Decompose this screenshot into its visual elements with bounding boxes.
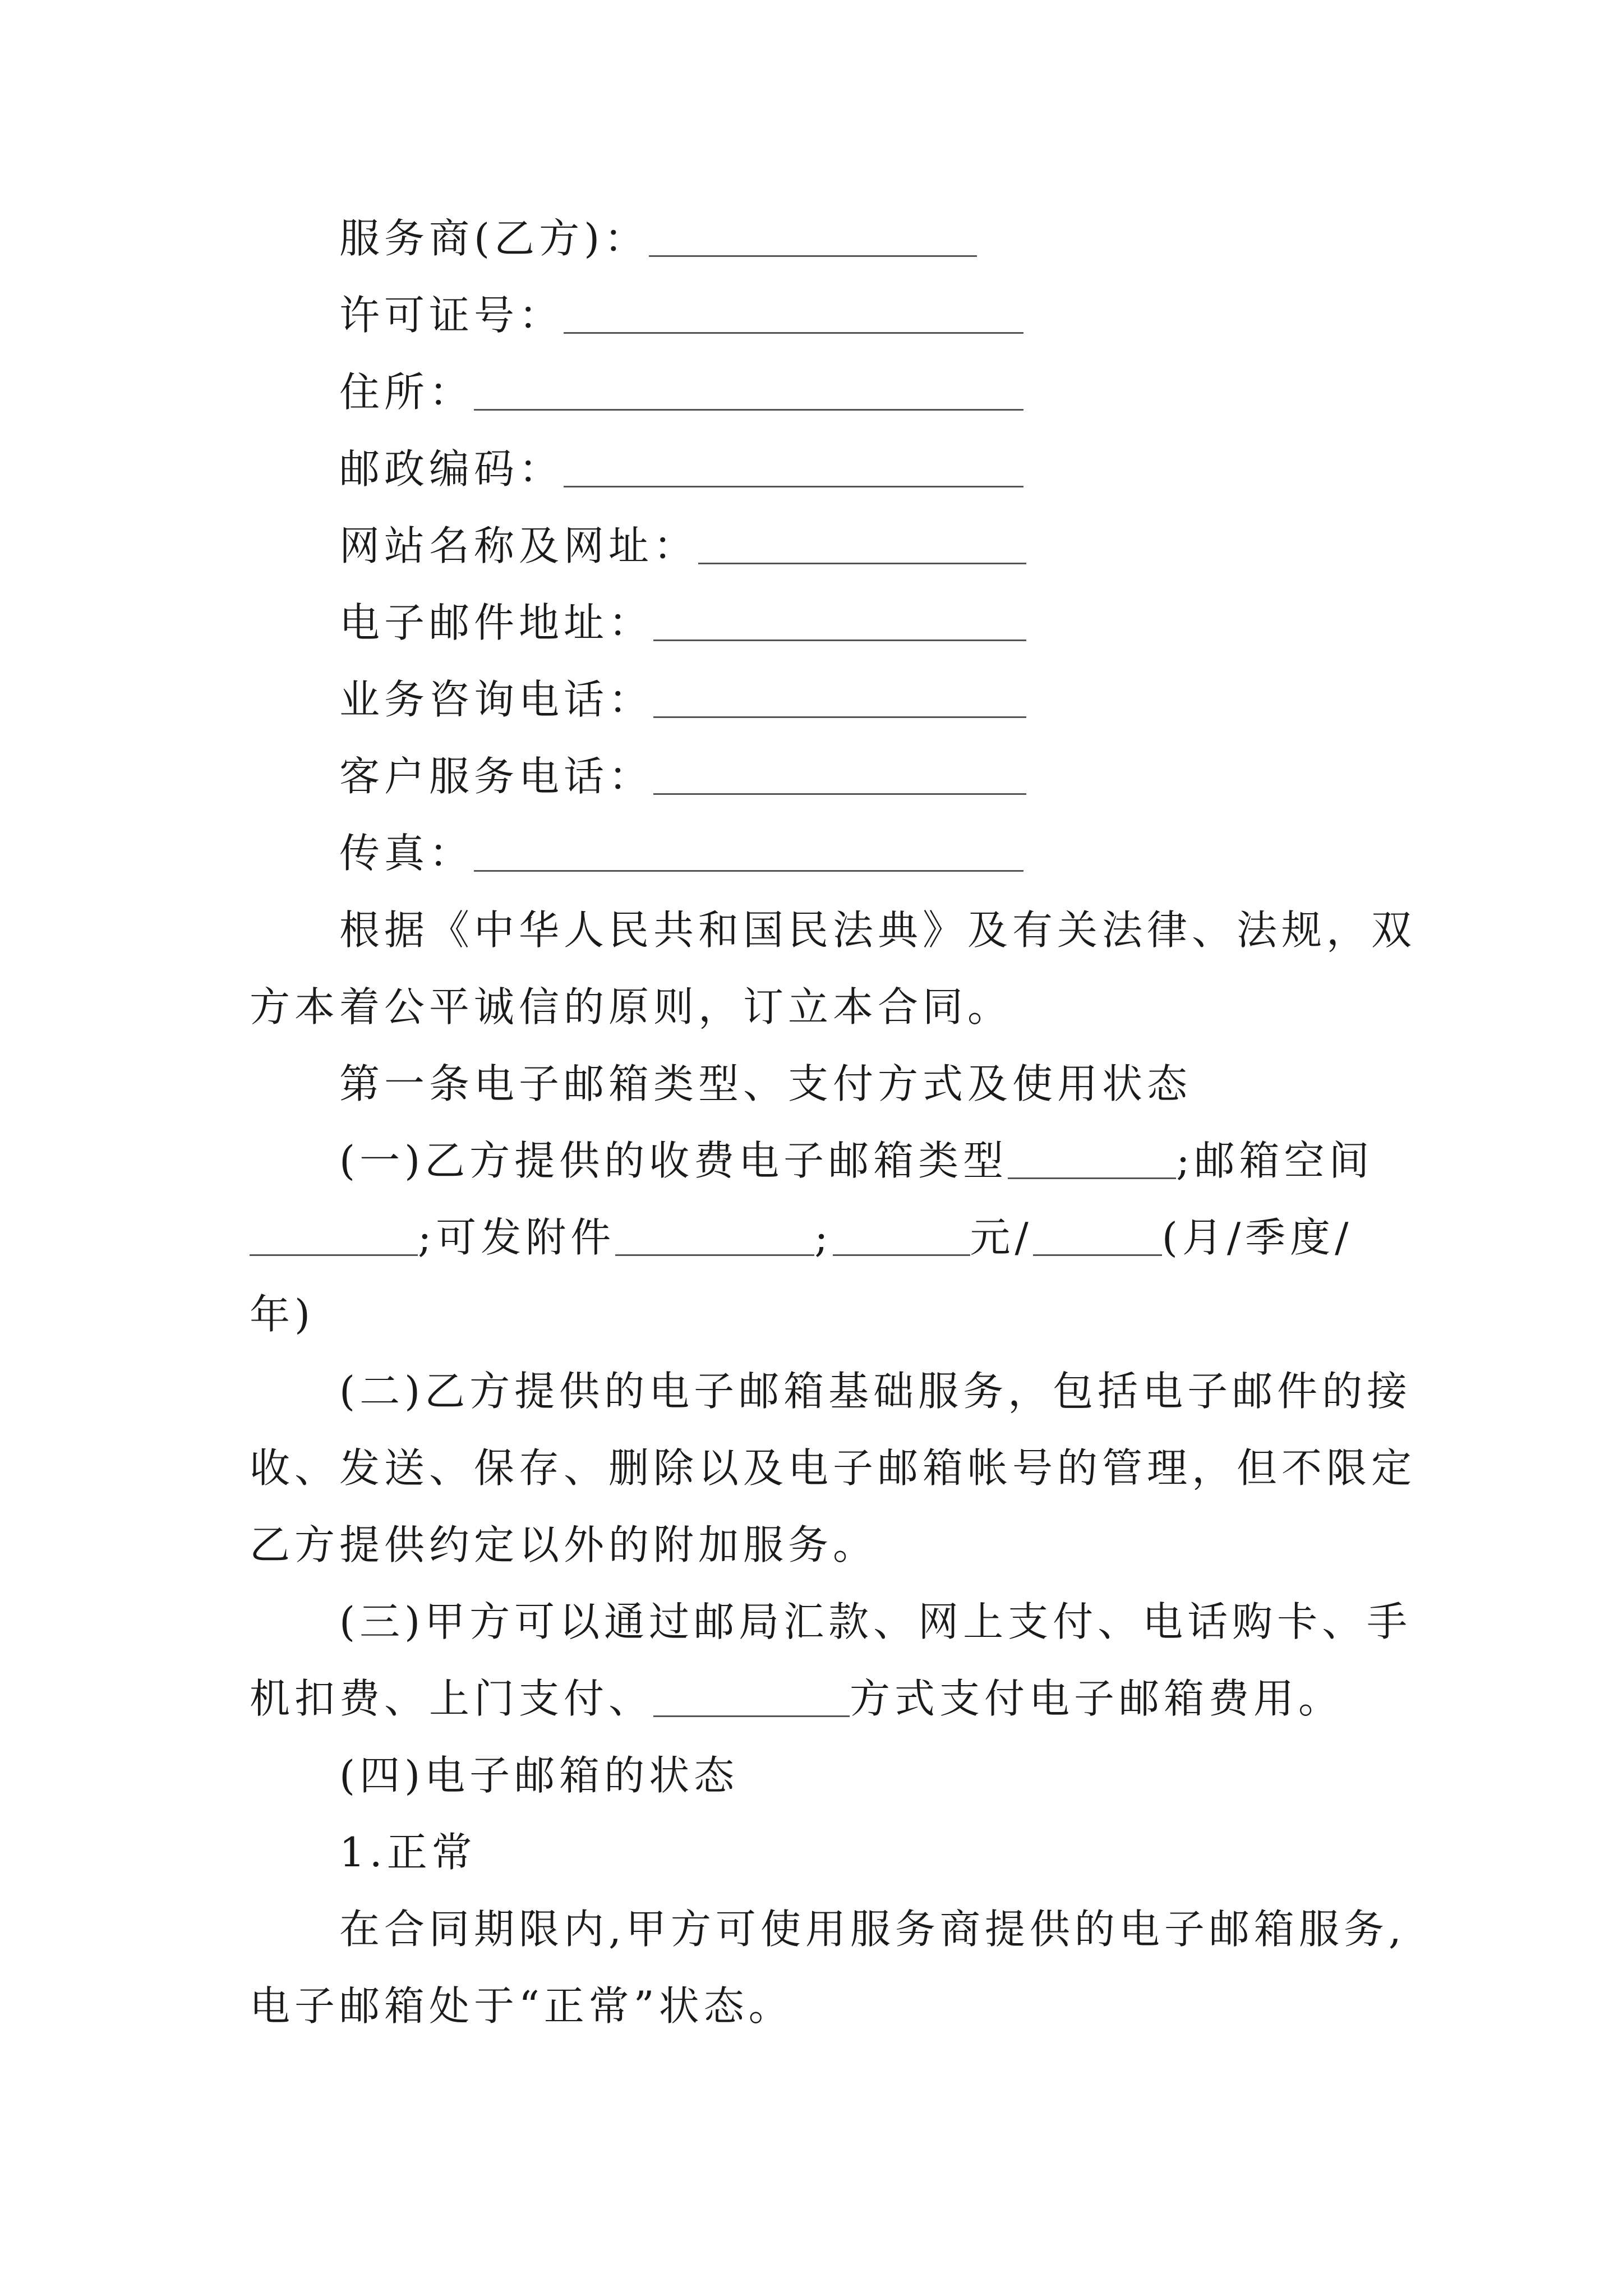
field-email-label: 电子邮件地址： (339, 599, 654, 646)
item3-payment-method-blank[interactable] (653, 1682, 850, 1717)
field-email (339, 595, 1026, 651)
field-license (339, 287, 1023, 343)
field-service-phone-blank[interactable] (653, 760, 1026, 795)
article1-item4-sub1-title: 1.正常 (339, 1829, 477, 1876)
field-license-label: 许可证号： (339, 292, 564, 339)
article1-item1-line1 (339, 1133, 1373, 1189)
field-postcode-label: 邮政编码： (339, 445, 564, 493)
field-website-blank[interactable] (698, 529, 1026, 564)
field-website-label: 网站名称及网址： (339, 522, 699, 569)
article1-item4-title: (四)电子邮箱的状态 (339, 1752, 739, 1799)
field-provider-blank[interactable] (649, 222, 977, 257)
item1-price-blank[interactable] (833, 1221, 970, 1256)
item1-attachment-blank[interactable] (615, 1221, 814, 1256)
field-inquiry-phone (339, 671, 1026, 728)
field-fax (339, 825, 1023, 881)
field-fax-blank[interactable] (474, 836, 1023, 872)
field-inquiry-phone-blank[interactable] (653, 683, 1026, 718)
item1-part-e: 元/ (970, 1214, 1033, 1261)
article1-title: 第一条电子邮箱类型、支付方式及使用状态 (339, 1060, 1192, 1107)
item1-part-c: ;可发附件 (418, 1214, 616, 1261)
article1-item4-sub1-line2: 电子邮箱处于“正常”状态。 (250, 1982, 794, 2030)
intro-line-1: 根据《中华人民共和国民法典》及有关法律、法规，双 (339, 907, 1417, 954)
article1-item2-line3: 乙方提供约定以外的附加服务。 (250, 1521, 878, 1568)
item1-part-f: (月/季度/ (1161, 1214, 1353, 1261)
article1-item3-line1: (三)甲方可以通过邮局汇款、网上支付、电话购卡、手 (339, 1598, 1412, 1645)
item1-mailbox-type-blank[interactable] (1008, 1144, 1176, 1179)
item1-part-d: ; (814, 1214, 833, 1261)
field-address (339, 364, 1023, 420)
field-fax-label: 传真： (339, 830, 474, 877)
field-address-blank[interactable] (474, 375, 1023, 411)
field-website (339, 518, 1026, 574)
intro-line-2: 方本着公平诚信的原则，订立本合同。 (250, 983, 1013, 1030)
article1-item1-line3: 年) (250, 1291, 315, 1338)
item1-space-blank[interactable] (250, 1221, 418, 1256)
field-provider-label: 服务商(乙方)： (339, 215, 649, 262)
article1-item3-line2 (250, 1671, 1343, 1727)
field-license-blank[interactable] (564, 298, 1023, 334)
article1-item2-line2: 收、发送、保存、删除以及电子邮箱帐号的管理，但不限定 (250, 1444, 1417, 1492)
item1-part-b: ;邮箱空间 (1176, 1137, 1374, 1184)
field-postcode (339, 441, 1023, 497)
article1-item4-sub1-line1: 在合同期限内,甲方可使用服务商提供的电子邮箱服务, (339, 1906, 1406, 1953)
field-provider (339, 210, 977, 266)
article1-item1-line2 (250, 1209, 1353, 1266)
field-service-phone (339, 748, 1026, 804)
field-inquiry-phone-label: 业务咨询电话： (339, 676, 654, 723)
field-service-phone-label: 客户服务电话： (339, 753, 654, 800)
item1-part-a: (一)乙方提供的收费电子邮箱类型 (339, 1137, 1008, 1184)
field-postcode-blank[interactable] (564, 452, 1023, 487)
article1-item2-line1: (二)乙方提供的电子邮箱基础服务，包括电子邮件的接 (339, 1368, 1412, 1415)
field-email-blank[interactable] (653, 606, 1026, 641)
field-address-label: 住所： (339, 369, 474, 416)
item1-period-blank[interactable] (1033, 1221, 1162, 1256)
item3-part-a: 机扣费、上门支付、 (250, 1675, 654, 1722)
item3-part-b: 方式支付电子邮箱费用。 (850, 1675, 1344, 1722)
